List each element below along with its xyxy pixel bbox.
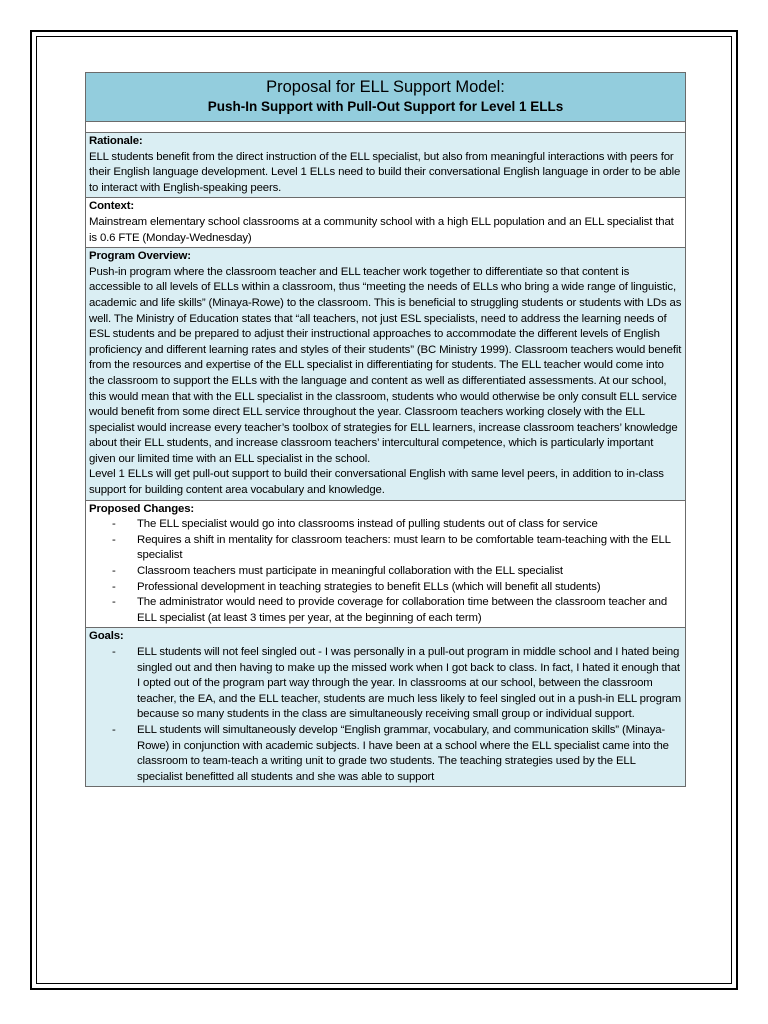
overview-paragraph-1: Push-in program where the classroom teacher and ELL teacher work together to differentiate so that content is accessible to all levels of ELLs within a classroom, thus “meeting the needs of ELLs who bring a wide range of linguistic, academic and life skills” (Minaya-Rowe) to the classroom. This is beneficial to struggling students or students with LDs as well. The Ministry of Education states that “all teachers, not just ESL specialists, need to address the learning needs of ESL students and be prepared to adjust their instructional approaches to accommodate the different levels of English proficiency and different learning rates and styles of their students” (BC Ministry 1999). Classroom teachers would benefit from the resources and expertise of the ELL specialist in differentiating for students. The ELL teacher would come into the classroom to support the ELLs with the language and content as well as differentiated assessments. At our school, this would mean that with the ELL specialist in the classroom, students who would otherwise be only consult ELL service would benefit from some direct ELL service throughout the year. Classroom teachers working closely with the ELL specialist would increase every teacher’s toolbox of strategies for ELL learners, increase classroom teachers’ knowledge about their ELL students, and increase classroom teachers’ intercultural competence, which is particularly important given our limited time with an ELL specialist in the school. xyxy=(89,265,682,465)
proposal-table xyxy=(85,72,686,787)
changes-cell xyxy=(86,500,686,628)
document-subtitle: Push-In Support with Pull-Out Support for Level 1 ELLs xyxy=(207,99,564,114)
spacer-cell xyxy=(86,122,686,133)
context-cell xyxy=(86,198,686,248)
list-item: - Requires a shift in mentality for classroom teachers: must learn to be comfortable team-teaching with the ELL specialist xyxy=(112,533,682,564)
context-text: Mainstream elementary school classrooms at a community school with a high ELL population and an ELL specialist that is 0.6 FTE (Monday-Wednesday) xyxy=(89,215,674,244)
rationale-row xyxy=(86,133,686,198)
list-item: - ELL students will simultaneously develop “English grammar, vocabulary, and communication skills” (Minaya-Rowe) in conjunction with academic subjects. I have been at a school where the ELL specialist came into the classroom to team-teach a writing unit to grade two students. The teaching strategies used by the ELL specialist benefitted all students and she was able to support xyxy=(112,723,682,785)
list-item: - The administrator would need to provide coverage for collaboration time between the classroom teacher and ELL specialist (at least 3 times per year, at the beginning of each term) xyxy=(112,595,682,626)
list-item: - ELL students will not feel singled out - I was personally in a pull-out program in middle school and I hated being singled out and then having to make up the missed work when I got back to class. In fact, I hated it enough that I opted out of the program part way through the year. In classrooms at our school, between the classroom teacher, the EA, and the ELL teacher, students are much less likely to feel singled out in a push-in ELL program because so many students in the class are simultaneously receiving small group or individual support. xyxy=(112,645,682,723)
spacer-row xyxy=(86,122,686,133)
goals-cell xyxy=(86,628,686,787)
context-heading: Context: xyxy=(89,200,134,213)
rationale-cell xyxy=(86,133,686,198)
list-item: - Professional development in teaching strategies to benefit ELLs (which will benefit all students) xyxy=(112,580,682,596)
overview-cell xyxy=(86,248,686,501)
context-row xyxy=(86,198,686,248)
changes-list xyxy=(89,517,682,626)
goals-row xyxy=(86,628,686,787)
list-item: - The ELL specialist would go into classrooms instead of pulling students out of class for service xyxy=(112,517,682,533)
overview-heading: Program Overview: xyxy=(89,250,191,263)
goals-list xyxy=(89,645,682,785)
goals-heading: Goals: xyxy=(89,630,124,643)
title-row xyxy=(86,73,686,122)
overview-row xyxy=(86,248,686,501)
rationale-heading: Rationale: xyxy=(89,135,143,147)
changes-row xyxy=(86,500,686,628)
changes-heading: Proposed Changes: xyxy=(89,502,195,515)
overview-paragraph-2: Level 1 ELLs will get pull-out support to build their conversational English with same level peers, in addition to in-class support for building content area vocabulary and knowledge. xyxy=(89,468,664,497)
title-cell xyxy=(86,73,686,122)
rationale-text: ELL students benefit from the direct instruction of the ELL specialist, but also from meaningful interactions with peers for their English language development. Level 1 ELLs need to build their conversational English language in order to be able to interact with English-speaking peers. xyxy=(89,150,681,194)
document-title: Proposal for ELL Support Model: xyxy=(266,78,505,96)
list-item: - Classroom teachers must participate in meaningful collaboration with the ELL specialist xyxy=(112,564,682,580)
